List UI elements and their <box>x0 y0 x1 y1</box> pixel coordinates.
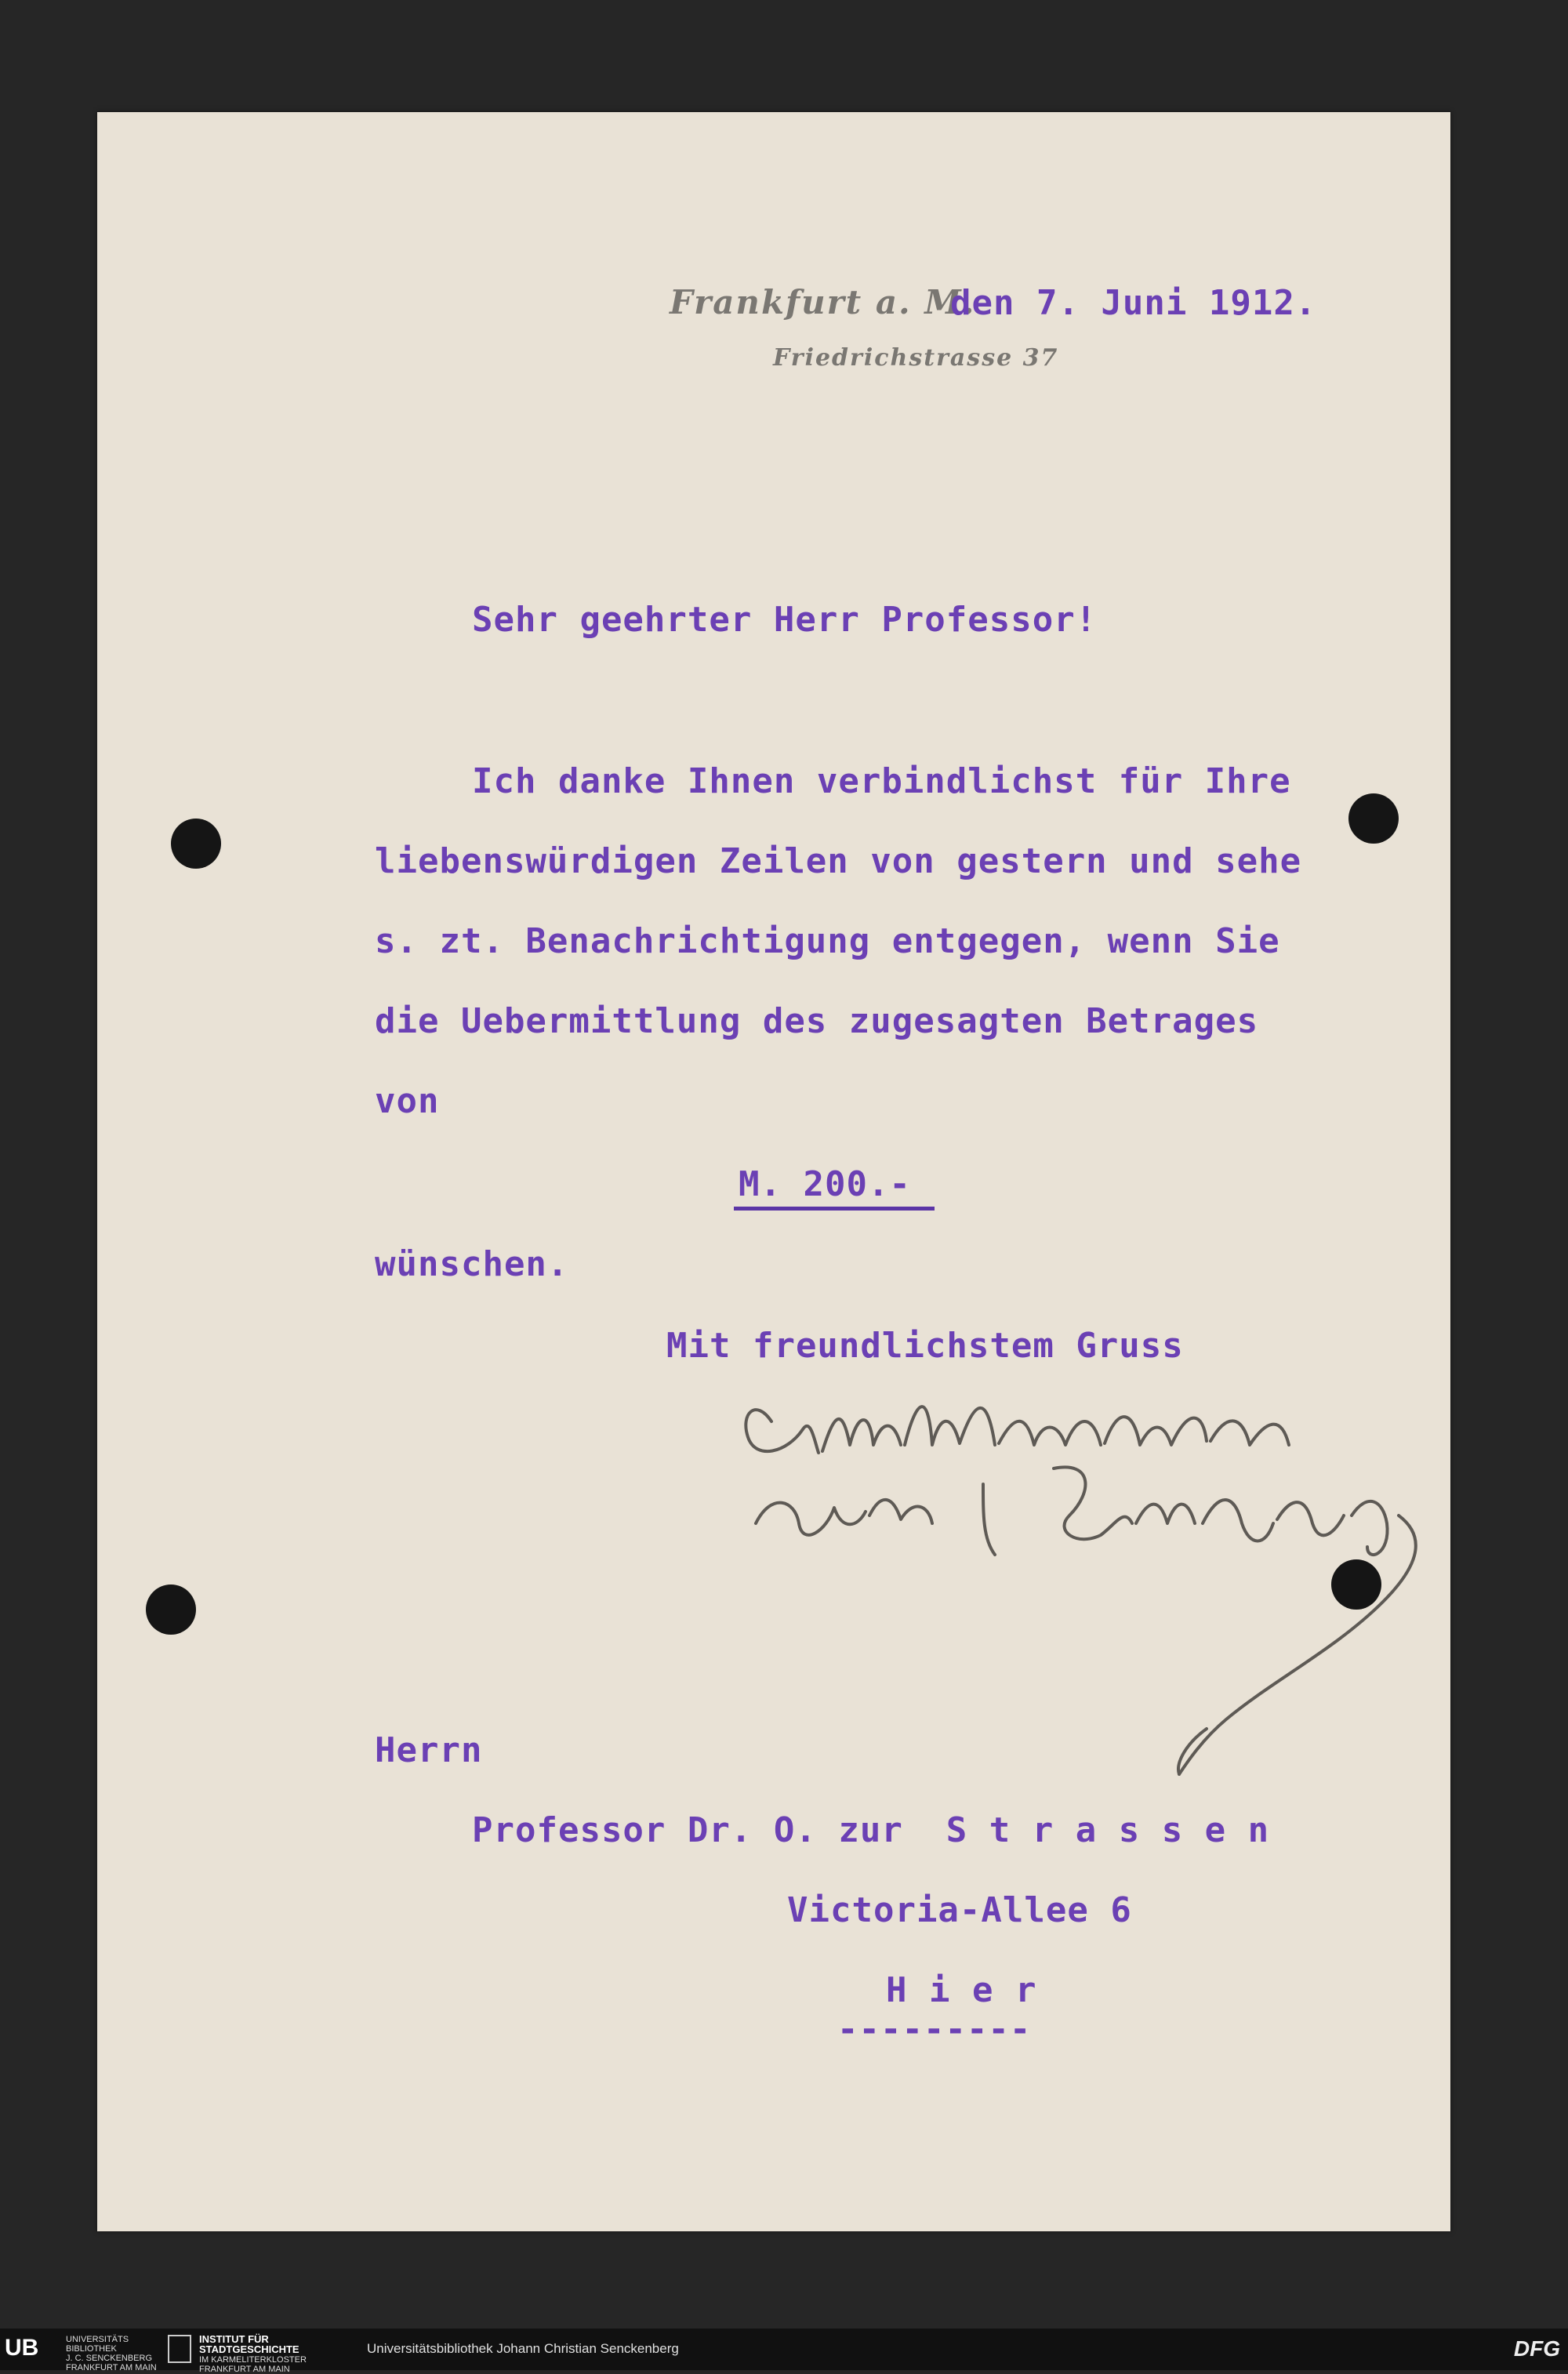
ub-logo-subtitle <box>66 2335 160 2372</box>
closing-line: wünschen. <box>375 1244 569 1284</box>
isg-logo-text <box>199 2335 325 2374</box>
body-line: von <box>375 1081 440 1121</box>
body-line: liebenswürdigen Zeilen von gestern und sehe <box>375 841 1302 881</box>
ub-subtitle-line: UNIVERSITÄTS BIBLIOTHEK <box>66 2335 129 2354</box>
recipient-city: H i e r <box>886 1970 1037 2010</box>
recipient-street: Victoria-Allee 6 <box>787 1890 1132 1930</box>
amount: M. 200.- <box>739 1164 911 1204</box>
handwritten-signature <box>724 1367 1508 1845</box>
ub-logo: UB <box>5 2335 39 2361</box>
letter-date: den 7. Juni 1912. <box>950 283 1317 323</box>
letterhead-street: Friedrichstrasse 37 <box>773 344 1059 372</box>
letterhead-city: Frankfurt a. M. <box>670 283 976 321</box>
salutation: Sehr geehrter Herr Professor! <box>472 600 1098 640</box>
greeting: Mit freundlichstem Gruss <box>666 1326 1184 1366</box>
body-line: die Uebermittlung des zugesagten Betrages <box>375 1001 1259 1041</box>
isg-emblem-icon <box>168 2335 191 2363</box>
body-line: Ich danke Ihnen verbindlichst für Ihre <box>472 761 1291 801</box>
body-line: s. zt. Benachrichtigung entgegen, wenn Sie <box>375 921 1280 961</box>
isg-title: INSTITUT FÜR STADTGESCHICHTE <box>199 2333 299 2355</box>
letter-sheet <box>97 112 1450 2231</box>
punch-hole-bottom-left <box>146 1584 196 1635</box>
library-name: Universitätsbibliothek Johann Christian Senckenberg <box>367 2341 679 2356</box>
recipient-dash-line: --------- <box>837 2009 1032 2049</box>
recipient-name: Professor Dr. O. zur S t r a s s e n <box>472 1810 1270 1850</box>
archive-footer <box>0 2329 1568 2374</box>
punch-hole-top-left <box>171 819 221 869</box>
amount-underline <box>734 1207 935 1211</box>
ub-subtitle-line-2: J. C. SENCKENBERG FRANKFURT AM MAIN <box>66 2354 157 2372</box>
punch-hole-top-right <box>1348 793 1399 844</box>
dfg-logo: DFG <box>1513 2336 1560 2361</box>
recipient-title: Herrn <box>375 1730 483 1770</box>
isg-subtitle: IM KARMELITERKLOSTER FRANKFURT AM MAIN <box>199 2355 307 2374</box>
